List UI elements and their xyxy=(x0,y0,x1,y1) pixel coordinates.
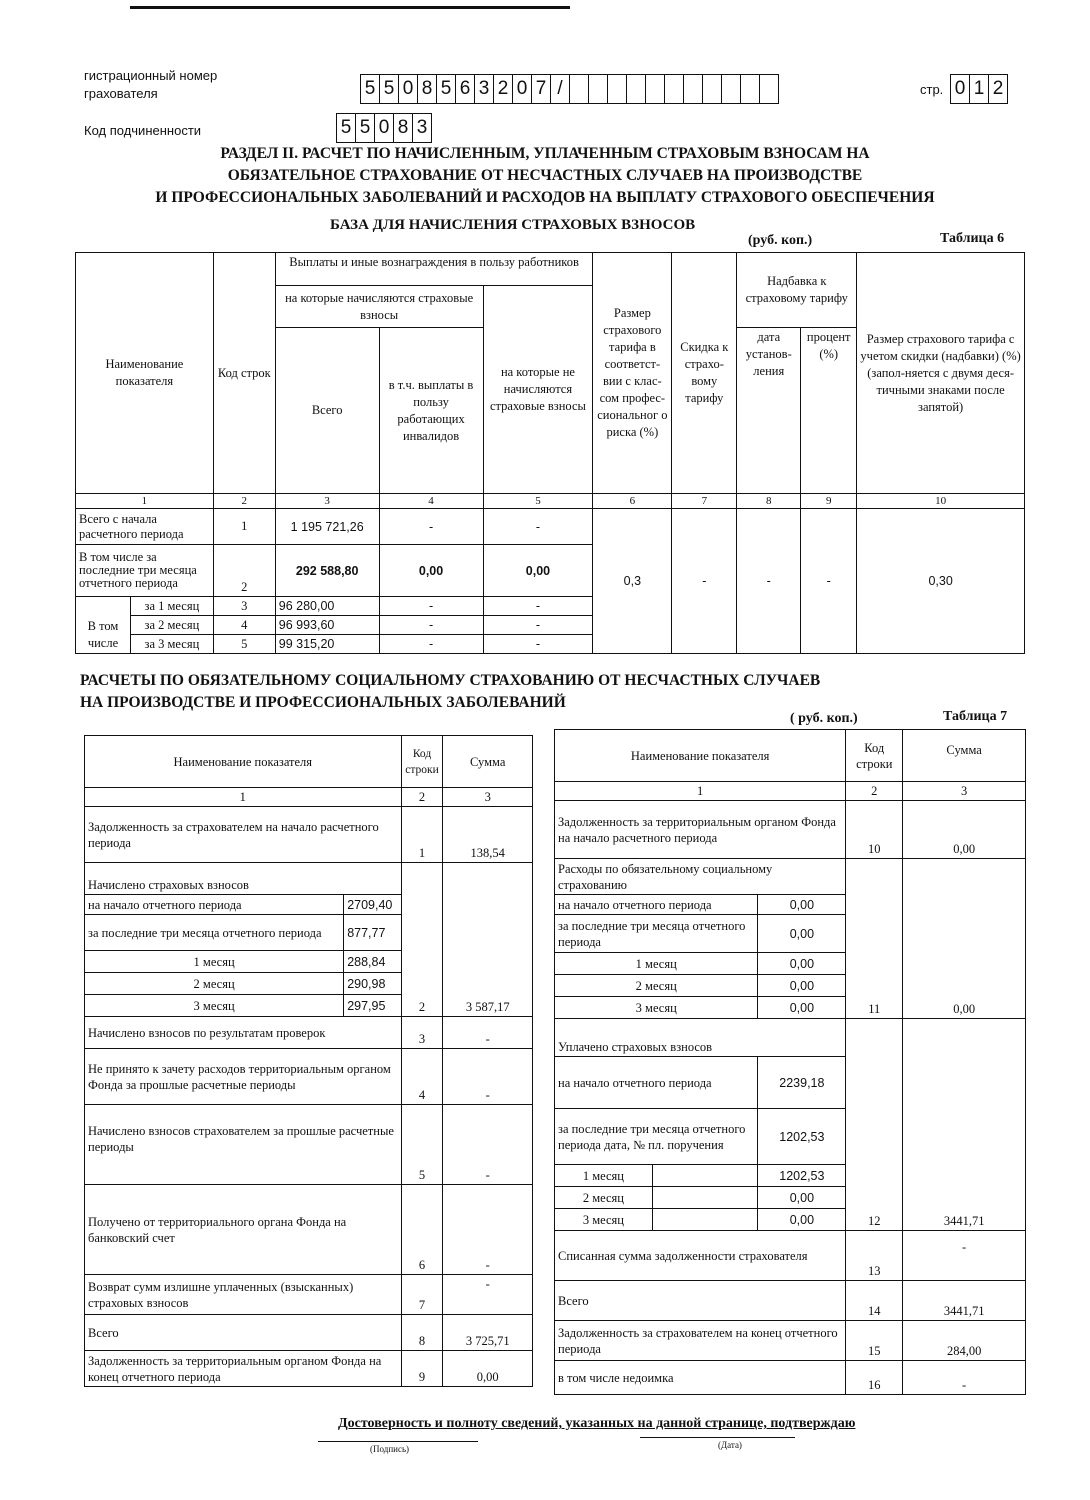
t7r-row-15 xyxy=(555,1321,1026,1361)
t6-header-total: Всего xyxy=(275,328,379,494)
reg-digit-cell[interactable]: 5 xyxy=(380,75,399,103)
section-title-line2: ОБЯЗАТЕЛЬНОЕ СТРАХОВАНИЕ ОТ НЕСЧАСТНЫХ СЛУЧАЕВ НА ПРОИЗВОДСТВЕ xyxy=(227,167,863,184)
t7r-r16-code: 16 xyxy=(846,1361,903,1395)
t7l-r9-name: Задолженность за территориальным органом Фонда на конец отчетного периода xyxy=(85,1351,402,1387)
t7l-header-name: Наименование показателя xyxy=(85,736,402,788)
t7r-r12-month-val[interactable]: 0,00 xyxy=(758,1187,846,1209)
t7l-r5-sum[interactable]: - xyxy=(443,1105,533,1185)
section2-title xyxy=(80,670,820,714)
subordination-label: Код подчиненности xyxy=(84,123,202,138)
t6-header-not-subject: на которые не начисляются страховые взносы xyxy=(483,286,593,494)
section-title-line3: И ПРОФЕССИОНАЛЬНЫХ ЗАБОЛЕВАНИЙ И РАСХОДОВ НА ВЫПЛАТУ СТРАХОВОГО ОБЕСПЕЧЕНИЯ xyxy=(155,189,935,206)
t7r-r11-sub-name: за последние три месяца отчетного периода xyxy=(555,915,758,953)
t7l-row-3 xyxy=(85,1017,533,1049)
t7l-r3-name: Начислено взносов по результатам проверок xyxy=(85,1017,402,1049)
t6-row2-name: В том числе за последние три месяца отчетного периода xyxy=(76,545,214,597)
t7l-row-5 xyxy=(85,1105,533,1185)
t7l-r2-sub-val[interactable]: 877,77 xyxy=(344,915,401,951)
base-subtitle: БАЗА ДЛЯ НАЧИСЛЕНИЯ СТРАХОВЫХ ВЗНОСОВ xyxy=(330,217,696,233)
t7r-r12-last-val[interactable]: 1202,53 xyxy=(758,1109,846,1165)
t7r-r13-name: Списанная сумма задолженности страхователя xyxy=(555,1231,846,1281)
t6-month2-total[interactable]: 96 993,60 xyxy=(275,616,379,635)
t6-row1-not-subject[interactable]: - xyxy=(483,509,593,545)
t7r-header-sum: Сумма xyxy=(903,730,1026,782)
t6-header-payments: Выплаты и иные вознаграждения в пользу работников xyxy=(275,253,593,286)
t6-column-numbers xyxy=(76,494,1025,509)
t7r-r15-sum[interactable]: 284,00 xyxy=(903,1321,1026,1361)
reg-digit-cell[interactable]: 5 xyxy=(437,75,456,103)
t7r-r12-month-val[interactable]: 0,00 xyxy=(758,1209,846,1231)
t7r-r12-code: 12 xyxy=(846,1019,903,1231)
t7l-r1-sum[interactable]: 138,54 xyxy=(443,807,533,863)
t6-month3-total[interactable]: 99 315,20 xyxy=(275,635,379,654)
t7r-r12-title: Уплачено страховых взносов xyxy=(555,1019,846,1057)
t6-month3-code: 5 xyxy=(213,635,275,654)
t7l-r8-sum[interactable]: 3 725,71 xyxy=(443,1315,533,1351)
reg-digit-cell[interactable] xyxy=(589,75,608,103)
t7r-r11-sum[interactable]: 0,00 xyxy=(903,859,1026,1019)
t6-header-subject: на которые начисляются страховые взносы xyxy=(275,286,483,328)
reg-digit-cell[interactable]: 0 xyxy=(513,75,532,103)
reg-digit-cell[interactable]: 3 xyxy=(475,75,494,103)
t6-col-num: 7 xyxy=(672,494,737,509)
reg-digit-cell[interactable] xyxy=(703,75,722,103)
t7l-row-7 xyxy=(85,1275,533,1315)
t6-tariff-value[interactable]: 0,3 xyxy=(593,509,672,654)
reg-digit-cell[interactable] xyxy=(722,75,741,103)
reg-digit-cell[interactable]: 0 xyxy=(399,75,418,103)
t7r-r11-sub-val[interactable]: 0,00 xyxy=(758,895,846,915)
t6-month2-disabled[interactable]: - xyxy=(379,616,483,635)
t7l-row-2-title xyxy=(85,863,533,895)
t7l-r2-sub-name: на начало отчетного периода xyxy=(85,895,344,915)
t7r-col-num: 3 xyxy=(903,782,1026,801)
t6-header-disabled: в т.ч. выплаты в пользу работающих инвалидов xyxy=(379,328,483,494)
t6-col-num: 2 xyxy=(213,494,275,509)
t7r-row-12-title xyxy=(555,1019,1026,1057)
t6-row2-total[interactable]: 292 588,80 xyxy=(275,545,379,597)
t7l-r9-sum[interactable]: 0,00 xyxy=(443,1351,533,1387)
t7l-r2-sub-name: 3 месяц xyxy=(85,995,344,1017)
t6-col-num: 9 xyxy=(801,494,857,509)
t7l-r6-sum[interactable]: - xyxy=(443,1185,533,1275)
reg-digit-cell[interactable]: 5 xyxy=(361,75,380,103)
t6-header-final: Размер страхового тарифа с учетом скидки (надбавки) (%) (запол-няется с двумя деся-тичными знаками после запятой) xyxy=(857,253,1025,494)
t7r-r12-last-name: за последние три месяца отчетного периода дата, № пл. поручения xyxy=(555,1109,758,1165)
t7r-r13-sum[interactable]: - xyxy=(903,1231,1026,1281)
reg-digit-cell[interactable] xyxy=(741,75,760,103)
t7r-r11-sub-val[interactable]: 0,00 xyxy=(758,975,846,997)
t7r-r12-month-doc[interactable] xyxy=(652,1165,758,1187)
section2-title-line2: НА ПРОИЗВОДСТВЕ И ПРОФЕССИОНАЛЬНЫХ ЗАБОЛЕВАНИЙ xyxy=(80,694,566,711)
t7r-r15-code: 15 xyxy=(846,1321,903,1361)
t7l-r5-code: 5 xyxy=(401,1105,443,1185)
table7-label: Таблица 7 xyxy=(943,709,1008,724)
t7r-r12-month-name: 3 месяц xyxy=(555,1209,653,1231)
t7r-r11-code: 11 xyxy=(846,859,903,1019)
reg-digit-cell[interactable] xyxy=(627,75,646,103)
t7l-r4-code: 4 xyxy=(401,1049,443,1105)
t6-header-surcharge: Надбавка к страховому тарифу xyxy=(737,253,857,328)
t6-month3-name: за 3 месяц xyxy=(130,635,213,654)
t7r-row-10 xyxy=(555,801,1026,859)
t7l-r8-name: Всего xyxy=(85,1315,402,1351)
t6-in-that: В том числе xyxy=(76,597,131,654)
signature-line[interactable] xyxy=(318,1441,478,1442)
t7l-r6-name: Получено от территориального органа Фонда на банковский счет xyxy=(85,1185,402,1275)
t7l-r2-code: 2 xyxy=(401,863,443,1017)
t6-col-num: 3 xyxy=(275,494,379,509)
t7r-r11-sub-name: 2 месяц xyxy=(555,975,758,997)
units-label-2: ( руб. коп.) xyxy=(790,711,858,726)
t7l-row-8 xyxy=(85,1315,533,1351)
t6-row2-code: 2 xyxy=(213,545,275,597)
t6-month2-code: 4 xyxy=(213,616,275,635)
t7l-r8-code: 8 xyxy=(401,1315,443,1351)
page-label: стр. xyxy=(920,82,944,97)
t7r-r12-month-val[interactable]: 1202,53 xyxy=(758,1165,846,1187)
t7r-r11-title: Расходы по обязательному социальному страхованию xyxy=(555,859,846,895)
t7l-r3-code: 3 xyxy=(401,1017,443,1049)
t7r-r10-code: 10 xyxy=(846,801,903,859)
t6-month1-name: за 1 месяц xyxy=(130,597,213,616)
t7r-header-name: Наименование показателя xyxy=(555,730,846,782)
reg-digit-cell[interactable]: 6 xyxy=(456,75,475,103)
reg-number-cells[interactable] xyxy=(360,74,779,104)
t7r-r12-start-val[interactable]: 2239,18 xyxy=(758,1057,846,1109)
section2-title-line1: РАСЧЕТЫ ПО ОБЯЗАТЕЛЬНОМУ СОЦИАЛЬНОМУ СТРАХОВАНИЮ ОТ НЕСЧАСТНЫХ СЛУЧАЕВ xyxy=(80,672,821,689)
t6-col-num: 4 xyxy=(379,494,483,509)
t7r-r14-code: 14 xyxy=(846,1281,903,1321)
t7r-r10-sum[interactable]: 0,00 xyxy=(903,801,1026,859)
t6-row1-disabled[interactable]: - xyxy=(379,509,483,545)
t7l-r4-sum[interactable]: - xyxy=(443,1049,533,1105)
t7r-row-11-title xyxy=(555,859,1026,895)
t7r-col-num: 1 xyxy=(555,782,846,801)
t6-row-1 xyxy=(76,509,1025,545)
t7l-r2-sub-val[interactable]: 290,98 xyxy=(344,973,401,995)
t7l-r1-code: 1 xyxy=(401,807,443,863)
t6-discount-value[interactable]: - xyxy=(672,509,737,654)
table6-label: Таблица 6 xyxy=(940,231,1005,246)
t6-header-name: Наименование показателя xyxy=(76,253,214,494)
t7r-row-16 xyxy=(555,1361,1026,1395)
t7r-r12-month-name: 2 месяц xyxy=(555,1187,653,1209)
t6-row1-name: Всего с начала расчетного периода xyxy=(76,509,214,545)
confirmation-text: Достоверность и полноту сведений, указанных на данной странице, подтверждаю xyxy=(338,1416,856,1431)
t6-percent-value[interactable]: - xyxy=(801,509,857,654)
t6-row1-total[interactable]: 1 195 721,26 xyxy=(275,509,379,545)
t6-header-tariff: Размер страхового тарифа в соответст-вии с клас-сом профес-сиональног о риска (%) xyxy=(593,253,672,494)
page-digit-cell[interactable]: 1 xyxy=(970,75,989,103)
t7l-r4-name: Не принято к зачету расходов территориальным органом Фонда за прошлые расчетные периоды xyxy=(85,1049,402,1105)
t7r-row-13 xyxy=(555,1231,1026,1281)
t7r-r14-sum[interactable]: 3441,71 xyxy=(903,1281,1026,1321)
date-line[interactable] xyxy=(640,1437,795,1438)
subordination-code-cells[interactable] xyxy=(336,113,432,143)
t7l-header-code: Код строки xyxy=(401,736,443,788)
t6-col-num: 10 xyxy=(857,494,1025,509)
reg-digit-cell[interactable] xyxy=(646,75,665,103)
t7r-r16-name: в том числе недоимка xyxy=(555,1361,846,1395)
t7r-r10-name: Задолженность за территориальным органом Фонда на начало расчетного периода xyxy=(555,801,846,859)
signature-caption: (Подпись) xyxy=(370,1444,410,1454)
t7r-r11-sub-val[interactable]: 0,00 xyxy=(758,915,846,953)
t6-date-value[interactable]: - xyxy=(737,509,801,654)
t7r-r11-sub-val[interactable]: 0,00 xyxy=(758,997,846,1019)
t6-month1-not-subject[interactable]: - xyxy=(483,597,593,616)
t6-row2-disabled[interactable]: 0,00 xyxy=(379,545,483,597)
t7l-col-num: 1 xyxy=(85,788,402,807)
t7r-r16-sum[interactable]: - xyxy=(903,1361,1026,1395)
t7l-r2-sub-val[interactable]: 297,95 xyxy=(344,995,401,1017)
reg-digit-cell[interactable]: 7 xyxy=(532,75,551,103)
t7l-row-4 xyxy=(85,1049,533,1105)
t6-col-num: 8 xyxy=(737,494,801,509)
page-digit-cell[interactable]: 2 xyxy=(992,78,1004,99)
reg-label-line1: гистрационный номер xyxy=(84,68,218,83)
units-label: (руб. коп.) xyxy=(748,233,813,248)
reg-digit-cell[interactable] xyxy=(760,75,778,103)
t6-row1-code: 1 xyxy=(213,509,275,545)
t7l-row-6 xyxy=(85,1185,533,1275)
t7r-col-num: 2 xyxy=(846,782,903,801)
reg-digit-cell[interactable] xyxy=(665,75,684,103)
t6-col-num: 6 xyxy=(593,494,672,509)
sub-digit-cell[interactable]: 8 xyxy=(394,114,413,142)
t6-col-num: 5 xyxy=(483,494,593,509)
t7r-r12-month-doc[interactable] xyxy=(652,1187,758,1209)
reg-digit-cell[interactable]: / xyxy=(551,75,570,103)
t6-month1-code: 3 xyxy=(213,597,275,616)
t7l-r2-sub-val[interactable]: 288,84 xyxy=(344,951,401,973)
sub-digit-cell[interactable]: 3 xyxy=(416,117,428,138)
table-6 xyxy=(75,252,1025,654)
sub-digit-cell[interactable]: 5 xyxy=(337,114,356,142)
page-number-cells[interactable] xyxy=(950,74,1008,104)
section-title-line1: РАЗДЕЛ II. РАСЧЕТ ПО НАЧИСЛЕННЫМ, УПЛАЧЕННЫМ СТРАХОВЫМ ВЗНОСАМ НА xyxy=(220,145,870,162)
section-title xyxy=(60,143,1030,209)
t7r-r12-month-name: 1 месяц xyxy=(555,1165,653,1187)
t7r-r13-code: 13 xyxy=(846,1231,903,1281)
t7l-r2-sum[interactable]: 3 587,17 xyxy=(443,863,533,1017)
t7r-r12-month-doc[interactable] xyxy=(652,1209,758,1231)
t7l-r9-code: 9 xyxy=(401,1351,443,1387)
table-7-right xyxy=(554,729,1026,1395)
reg-digit-cell[interactable] xyxy=(608,75,627,103)
t6-month2-name: за 2 месяц xyxy=(130,616,213,635)
t7r-row-14 xyxy=(555,1281,1026,1321)
t6-header-code: Код строк xyxy=(213,253,275,494)
t6-month3-not-subject[interactable]: - xyxy=(483,635,593,654)
t7l-col-num: 3 xyxy=(443,788,533,807)
sub-digit-cell[interactable]: 5 xyxy=(356,114,375,142)
t7l-r2-sub-val[interactable]: 2709,40 xyxy=(344,895,401,915)
t7l-col-num: 2 xyxy=(401,788,443,807)
t7l-r5-name: Начислено взносов страхователем за прошлые расчетные периоды xyxy=(85,1105,402,1185)
t7l-r2-title: Начислено страховых взносов xyxy=(85,863,402,895)
t7r-r11-sub-name: 3 месяц xyxy=(555,997,758,1019)
t7l-r7-code: 7 xyxy=(401,1275,443,1315)
t7r-r11-sub-name: на начало отчетного периода xyxy=(555,895,758,915)
t6-row2-not-subject[interactable]: 0,00 xyxy=(483,545,593,597)
t7l-r3-sum[interactable]: - xyxy=(443,1017,533,1049)
table-7-left xyxy=(84,735,533,1387)
t7r-r11-sub-name: 1 месяц xyxy=(555,953,758,975)
date-caption: (Дата) xyxy=(718,1440,742,1450)
t7r-r14-name: Всего xyxy=(555,1281,846,1321)
t7r-r15-name: Задолженность за страхователем на конец отчетного периода xyxy=(555,1321,846,1361)
reg-digit-cell[interactable] xyxy=(570,75,589,103)
t7r-header-code: Код строки xyxy=(846,730,903,782)
t7l-row-1 xyxy=(85,807,533,863)
t6-header-date: дата установ-ления xyxy=(737,328,801,494)
t6-header-percent: процент (%) xyxy=(801,328,857,494)
t7l-r2-sub-name: 2 месяц xyxy=(85,973,344,995)
t6-month1-disabled[interactable]: - xyxy=(379,597,483,616)
t7l-r1-name: Задолженность за страхователем на начало расчетного периода xyxy=(85,807,402,863)
t6-month1-total[interactable]: 96 280,00 xyxy=(275,597,379,616)
reg-digit-cell[interactable]: 8 xyxy=(418,75,437,103)
reg-number-label xyxy=(84,67,217,103)
t6-month3-disabled[interactable]: - xyxy=(379,635,483,654)
reg-digit-cell[interactable] xyxy=(684,75,703,103)
t6-header-discount: Скидка к страхо-вому тарифу xyxy=(672,253,737,494)
t7r-r12-start-name: на начало отчетного периода xyxy=(555,1057,758,1109)
t6-col-num: 1 xyxy=(76,494,214,509)
t7l-r7-sum[interactable]: - xyxy=(443,1275,533,1315)
t7l-row-9 xyxy=(85,1351,533,1387)
t7r-r11-sub-val[interactable]: 0,00 xyxy=(758,953,846,975)
t6-final-value[interactable]: 0,30 xyxy=(857,509,1025,654)
t7l-header-sum: Сумма xyxy=(443,736,533,788)
reg-digit-cell[interactable]: 2 xyxy=(494,75,513,103)
sub-digit-cell[interactable]: 0 xyxy=(375,114,394,142)
top-rule xyxy=(130,6,570,9)
page-digit-cell[interactable]: 0 xyxy=(951,75,970,103)
t7l-r7-name: Возврат сумм излишне уплаченных (взысканных) страховых взносов xyxy=(85,1275,402,1315)
t7r-r12-sum[interactable]: 3441,71 xyxy=(903,1019,1026,1231)
t7l-r2-sub-name: 1 месяц xyxy=(85,951,344,973)
t7l-r2-sub-name: за последние три месяца отчетного периода xyxy=(85,915,344,951)
t6-month2-not-subject[interactable]: - xyxy=(483,616,593,635)
t7l-r6-code: 6 xyxy=(401,1185,443,1275)
reg-label-line2: грахователя xyxy=(84,86,158,101)
